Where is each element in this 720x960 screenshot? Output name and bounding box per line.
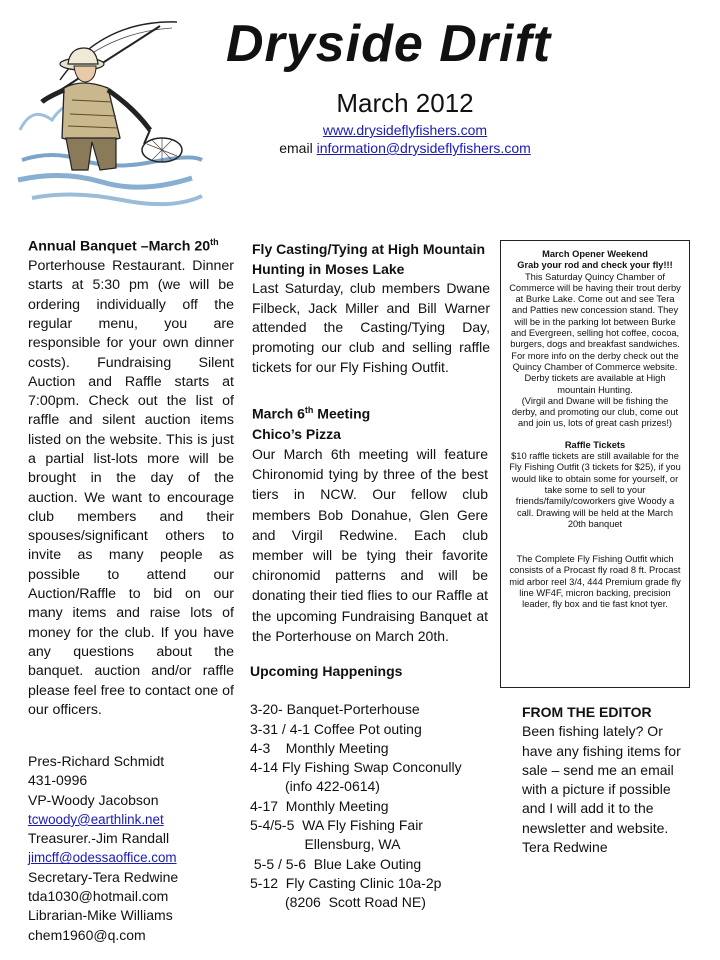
meeting-title-sup: th <box>304 405 314 415</box>
opener-note: (Virgil and Dwane will be fishing the derby, and promoting our club, come out and join us, lots of great cash prizes!) <box>511 395 679 429</box>
event-item: 5-5 / 5-6 Blue Lake Outing <box>250 855 422 872</box>
meeting-body: Our March 6th meeting will feature Chironomid tying by three of the best tiers in NCW. Our fellow club members Bob Donahue, Glen Gere and Virgil Redwine. Each club member will be tying their favorite chironomid patterns and will be donating their tied flies to our Raffle at the upcoming Fundraising Banquet at the Porterhouse on March 20th. <box>252 446 488 644</box>
event-item: 5-12 Fly Casting Clinic 10a-2p <box>250 874 442 891</box>
event-item: 4-17 Monthly Meeting <box>250 797 389 814</box>
newsletter-title: Dryside Drift <box>226 15 552 73</box>
website-link[interactable]: www.drysideflyfishers.com <box>322 122 488 138</box>
event-item: Ellensburg, WA <box>250 836 401 853</box>
meeting-title-rest: Meeting <box>313 405 371 422</box>
meeting-title-text: March 6 <box>252 405 305 422</box>
officer-librarian-email: chem1960@q.com <box>28 926 146 943</box>
officer-treasurer-email[interactable]: jimcff@odessaoffice.com <box>28 850 177 866</box>
editor-note <box>522 703 697 857</box>
email-link[interactable]: information@drysideflyfishers.com <box>316 140 531 156</box>
casting-body: Last Saturday, club members Dwane Filbeck, Jack Miller and Bill Warner attended the Casting/Tying Day, promoting our club and selling raffle tickets for our Fly Fishing Outfit. <box>252 280 490 375</box>
event-item: 5-4/5-5 WA Fly Fishing Fair <box>250 817 423 834</box>
upcoming-title: Upcoming Happenings <box>250 663 403 679</box>
casting-title: Fly Casting/Tying at High Mountain Hunting in Moses Lake <box>252 241 486 277</box>
officers-list <box>28 752 234 945</box>
officer-secretary: Secretary-Tera Redwine <box>28 868 179 885</box>
event-item: (8206 Scott Road NE) <box>250 894 426 911</box>
email-line <box>200 140 610 156</box>
officer-treasurer: Treasurer.-Jim Randall <box>28 830 170 847</box>
website-line <box>250 122 560 138</box>
meeting-article <box>252 400 488 646</box>
banquet-article <box>28 233 234 720</box>
event-item: (info 422-0614) <box>250 778 380 795</box>
sidebar-box <box>500 240 690 688</box>
editor-body: Been fishing lately? Or have any fishing items for sale – send me an email with a picture if possible and I will add it to the newsletter and website. <box>522 723 681 836</box>
event-item: 4-14 Fly Fishing Swap Conconully <box>250 759 462 776</box>
outfit-body: The Complete Fly Fishing Outfit which consists of a Procast fly road 8 ft. Procast mid arbor reel 3/4, 444 Premium grade fly line WF4F, micron backing, precision leader, fly box and tie fast knot tyer. <box>509 554 681 610</box>
issue-date: March 2012 <box>336 88 474 118</box>
banquet-title <box>28 233 234 257</box>
officer-president-phone: 431-0996 <box>28 772 88 789</box>
meeting-subtitle: Chico’s Pizza <box>252 425 341 442</box>
fly-fisherman-illustration <box>12 10 212 215</box>
opener-body: This Saturday Quincy Chamber of Commerce will be having their trout derby at Burke Lake. Come out and see Tera and Patties new concession stand. They will be in the parking lot between Burke and Evergreen, selling hot coffee, cocoa, burgers, dogs and breakfast sandwiches. For more info on the derby check out the Quincy Chamber of Commerce website. Derby tickets are available at High mountain Hunting. <box>509 271 681 395</box>
raffle-body: $10 raffle tickets are still available for the Fly Fishing Outfit (3 tickets for $25), if you would like to obtain some for yourself, or take some to sell to your friends/family/coworkers give Woody a call. Drawing will be held at the March 20th banquet <box>509 451 681 529</box>
banquet-title-text: Annual Banquet –March 20 <box>28 238 211 255</box>
raffle-title: Raffle Tickets <box>564 439 626 450</box>
event-item: 3-20- Banquet-Porterhouse <box>250 701 420 718</box>
event-item: 3-31 / 4-1 Coffee Pot outing <box>250 720 422 737</box>
banquet-body: Porterhouse Restaurant. Dinner starts at 5:30 pm (we will be ordering individually off the regular menu, you are responsible for your own dinner costs). Fundraising Silent Auction and Raffle starts at 7:00pm. Check out the list of raffle and silent auction items listed on the website. This is just a partial list-lots more will be brought in the day of the auction. We want to encourage club members and their spouses/significant others to invite as many people as possible to attend our Auction/Raffle to bid on our many items and raise lots of money for the club. If you have any questions about the banquet. auction and/or raffle please feel free to contact one of our officers. <box>28 258 234 718</box>
opener-subtitle: Grab your rod and check your fly!!! <box>517 260 673 271</box>
upcoming-happenings <box>250 662 495 913</box>
officer-vp-email[interactable]: tcwoody@earthlink.net <box>28 811 164 827</box>
opener-title: March Opener Weekend <box>542 249 648 259</box>
editor-signature: Tera Redwine <box>522 839 608 856</box>
casting-article <box>252 240 490 377</box>
editor-title: FROM THE EDITOR <box>522 704 652 720</box>
officer-vp: VP-Woody Jacobson <box>28 791 159 808</box>
email-prefix: email <box>279 140 317 156</box>
event-item: 4-3 Monthly Meeting <box>250 739 389 756</box>
officer-president: Pres-Richard Schmidt <box>28 753 165 769</box>
banquet-title-sup: th <box>210 237 219 247</box>
officer-secretary-email: tda1030@hotmail.com <box>28 888 169 905</box>
officer-librarian: Librarian-Mike Williams <box>28 907 173 924</box>
meeting-title <box>252 400 488 424</box>
